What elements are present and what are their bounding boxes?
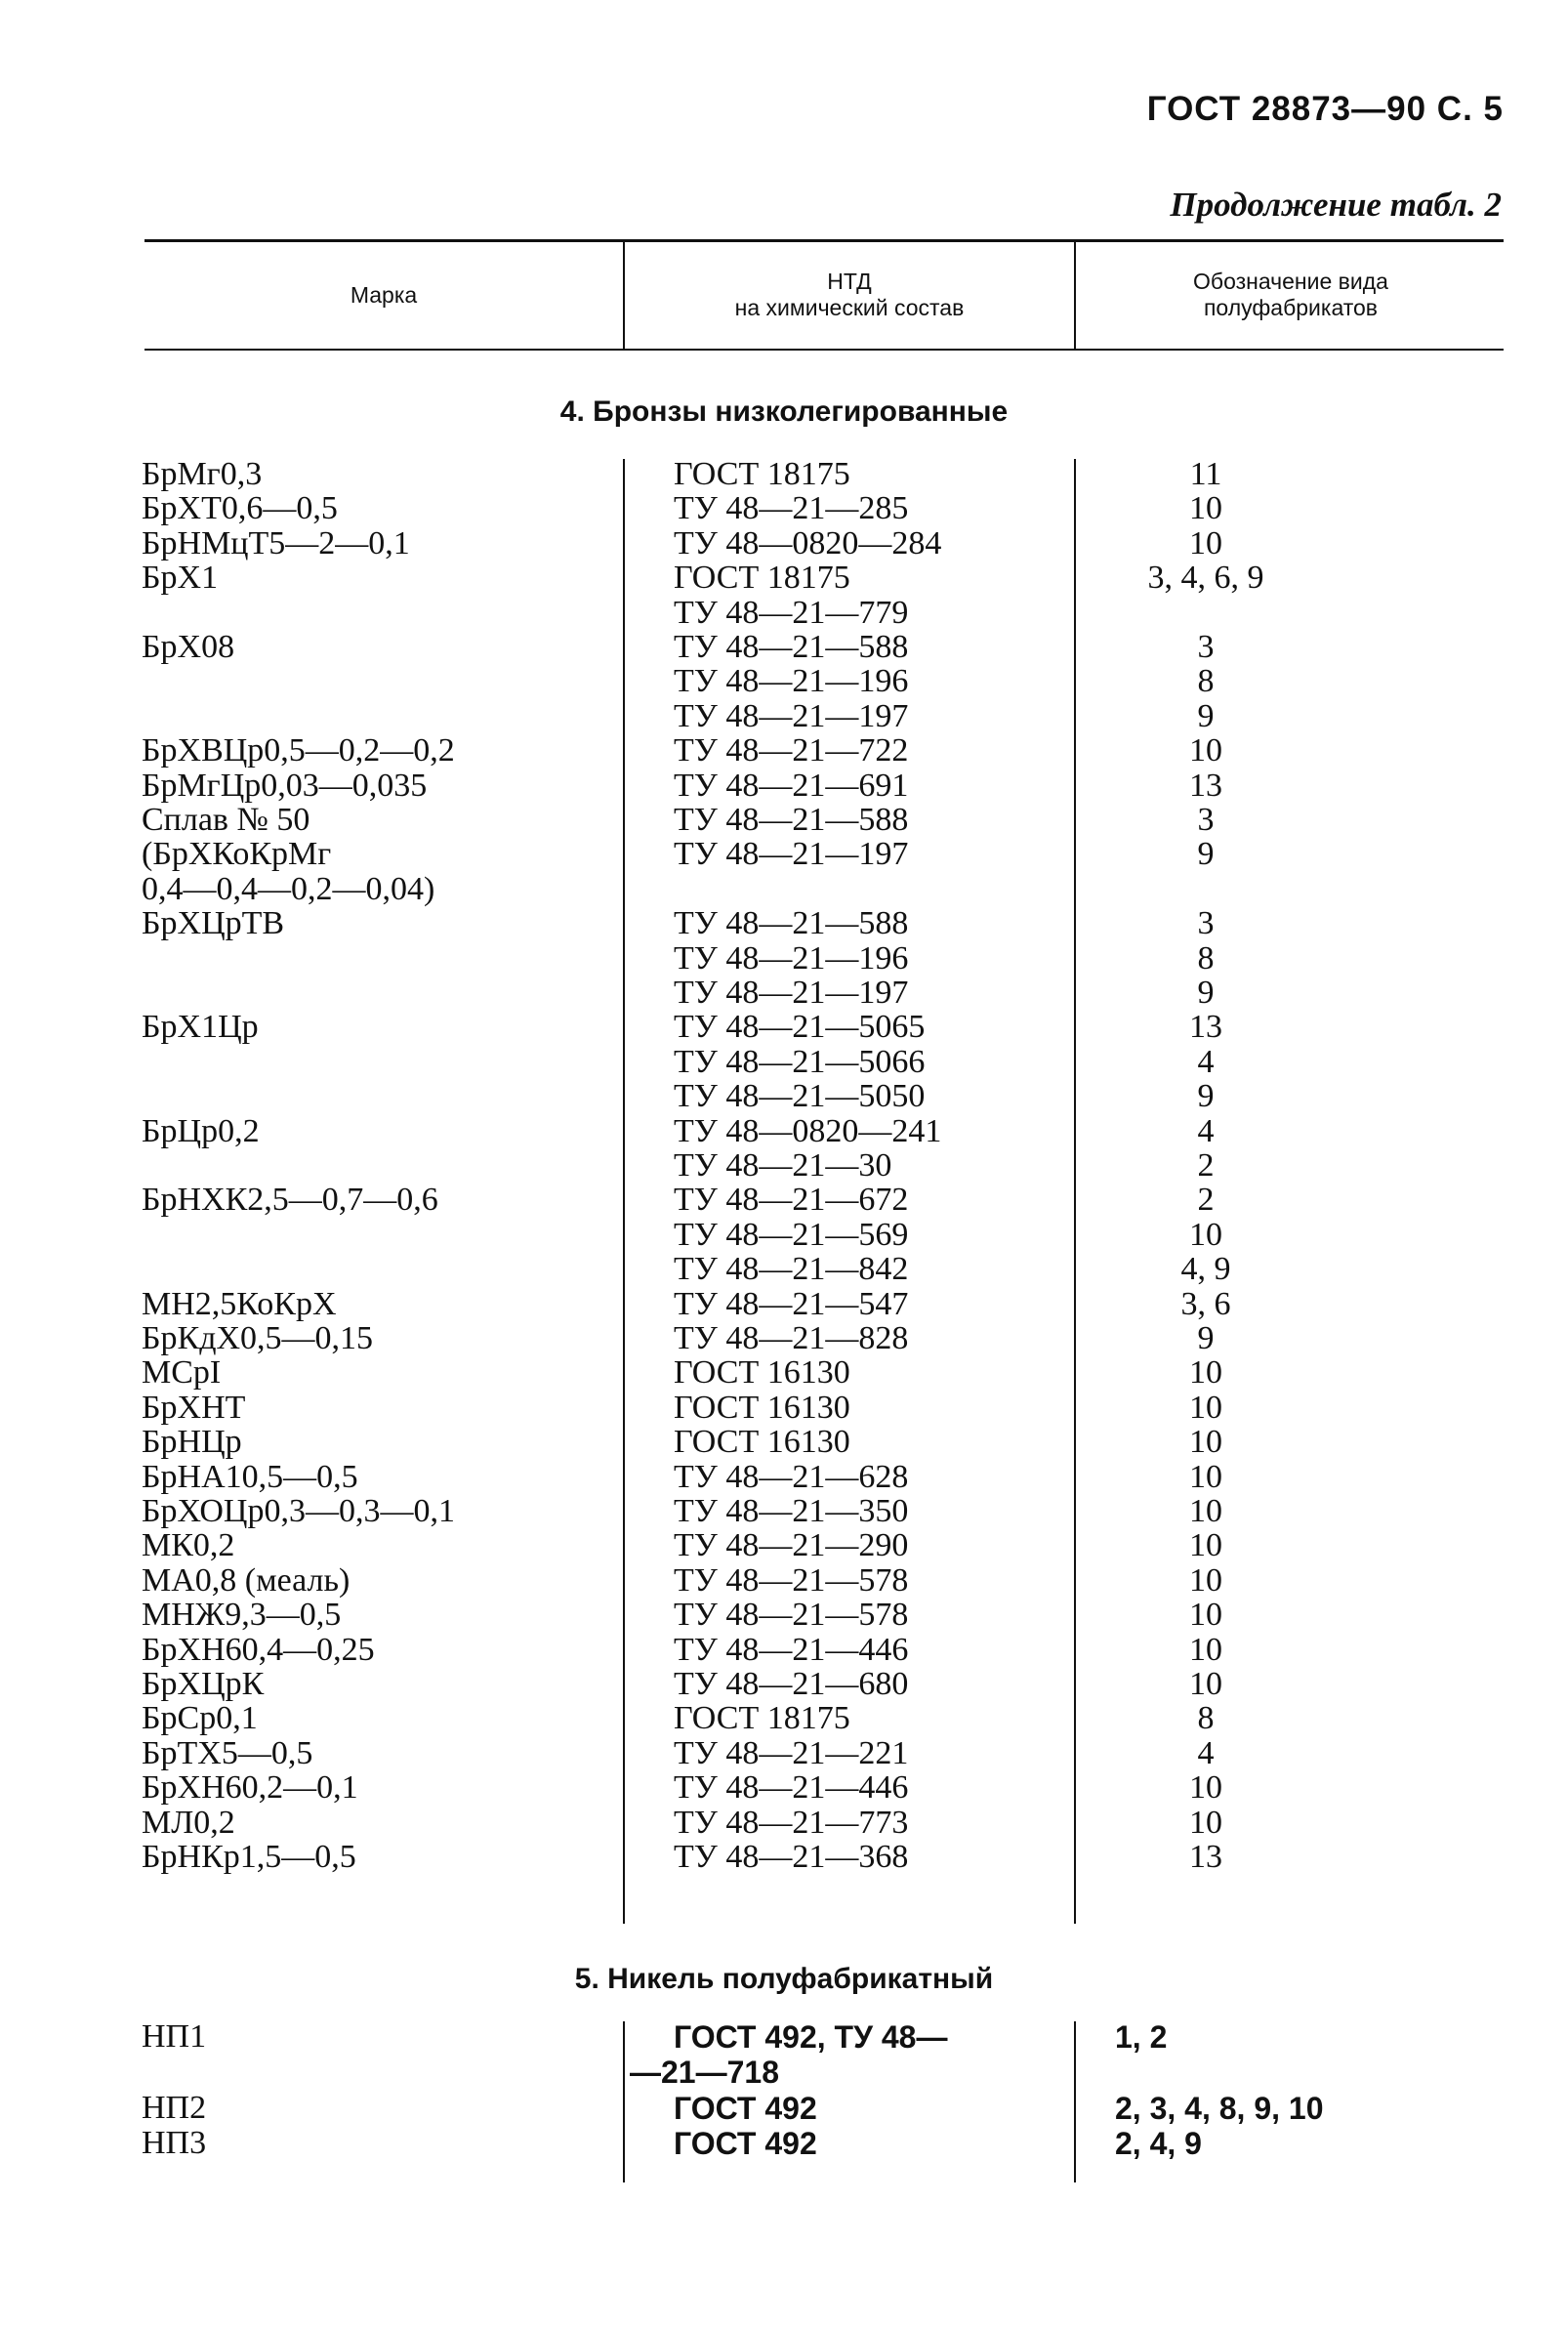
table-top-rule: [144, 239, 1504, 242]
cell-ntd: ГОСТ 18175: [674, 456, 850, 492]
column-header-mark: [144, 246, 623, 344]
cell-mark: БрХ08: [142, 629, 235, 665]
cell-ntd: ТУ 48—21—828: [674, 1320, 909, 1356]
cell-ntd: ГОСТ 18175: [674, 1700, 850, 1736]
cell-mark: МК0,2: [142, 1527, 235, 1563]
cell-ntd: ТУ 48—21—842: [674, 1251, 909, 1287]
cell-mark: БрХН60,4—0,25: [142, 1632, 375, 1668]
cell-ntd: ТУ 48—21—588: [674, 802, 909, 838]
cell-mark: БрХВЦр0,5—0,2—0,2: [142, 732, 455, 769]
cell-ntd: ГОСТ 492: [674, 2126, 817, 2161]
cell-mark: БрМг0,3: [142, 456, 263, 492]
cell-kind: 4: [1197, 1113, 1215, 1149]
cell-kind: 3: [1197, 629, 1215, 665]
cell-mark: БрХ1: [142, 560, 219, 596]
cell-mark: БрНА10,5—0,5: [142, 1459, 358, 1495]
cell-mark: НП3: [142, 2125, 207, 2161]
cell-mark: МН2,5КоКрХ: [142, 1286, 337, 1322]
cell-ntd: ТУ 48—21—680: [674, 1666, 909, 1702]
header-bottom-rule: [144, 349, 1504, 351]
cell-mark: НП2: [142, 2090, 207, 2126]
cell-ntd: ГОСТ 16130: [674, 1424, 850, 1460]
cell-mark: МЛ0,2: [142, 1805, 235, 1841]
cell-ntd: ТУ 48—21—196: [674, 940, 909, 977]
cell-ntd: ТУ 48—21—779: [674, 595, 909, 631]
cell-mark: БрХ1Цр: [142, 1009, 259, 1045]
cell-ntd: ГОСТ 16130: [674, 1354, 850, 1391]
cell-ntd: ТУ 48—21—547: [674, 1286, 909, 1322]
cell-kind: 8: [1197, 940, 1215, 977]
cell-kind: 13: [1189, 1839, 1222, 1875]
column-header-kind-line2: полуфабрикатов: [1203, 295, 1379, 320]
cell-ntd: ТУ 48—21—773: [674, 1805, 909, 1841]
cell-kind: 10: [1189, 1493, 1222, 1529]
cell-kind: 10: [1189, 1390, 1222, 1426]
cell-kind: 8: [1197, 1700, 1215, 1736]
column-divider: [1074, 459, 1076, 1924]
cell-mark: БрСр0,1: [142, 1700, 258, 1736]
column-divider: [1074, 2021, 1076, 2182]
section-title-nickel: 5. Никель полуфабрикатный: [574, 1963, 994, 1995]
cell-kind: 3, 4, 6, 9: [1147, 560, 1264, 596]
cell-kind: 13: [1189, 768, 1222, 804]
cell-ntd: ТУ 48—21—446: [674, 1769, 909, 1806]
cell-mark: БрХТ0,6—0,5: [142, 490, 338, 526]
cell-mark: БрТХ5—0,5: [142, 1735, 313, 1771]
cell-ntd: ТУ 48—21—221: [674, 1735, 909, 1771]
cell-mark: БрЦр0,2: [142, 1113, 260, 1149]
cell-kind: 9: [1197, 975, 1215, 1011]
cell-kind: 10: [1189, 1424, 1222, 1460]
cell-ntd: ТУ 48—21—285: [674, 490, 909, 526]
column-header-kind-line1: Обозначение вида: [1193, 269, 1388, 294]
cell-ntd: ТУ 48—21—722: [674, 732, 909, 769]
cell-mark: 0,4—0,4—0,2—0,04): [142, 871, 435, 907]
cell-kind: 3: [1197, 802, 1215, 838]
cell-kind: 9: [1197, 1320, 1215, 1356]
cell-ntd: ГОСТ 492: [674, 2091, 817, 2126]
table-continuation-label: Продолжение табл. 2: [1170, 186, 1502, 224]
cell-mark: БрНМцТ5—2—0,1: [142, 525, 410, 561]
column-header-ntd: [625, 246, 1074, 344]
column-divider: [1074, 242, 1076, 349]
cell-ntd-continuation: —21—718: [630, 2055, 779, 2090]
cell-kind: 10: [1189, 1597, 1222, 1633]
cell-ntd: ТУ 48—21—350: [674, 1493, 909, 1529]
cell-ntd: ТУ 48—21—691: [674, 768, 909, 804]
cell-mark: МСрI: [142, 1354, 222, 1391]
cell-kind: 10: [1189, 1632, 1222, 1668]
cell-mark: (БрХКоКрМг: [142, 836, 332, 872]
cell-ntd: ТУ 48—0820—284: [674, 525, 942, 561]
cell-mark: БрНЦр: [142, 1424, 242, 1460]
cell-mark: БрНХК2,5—0,7—0,6: [142, 1182, 438, 1218]
cell-mark: БрХЦрК: [142, 1666, 265, 1702]
cell-ntd: ТУ 48—21—30: [674, 1147, 892, 1184]
cell-kind: 10: [1189, 1217, 1222, 1253]
cell-kind: 10: [1189, 1769, 1222, 1806]
column-header-mark-text: Марка: [350, 281, 418, 308]
cell-mark: Сплав № 50: [142, 802, 310, 838]
cell-kind: 10: [1189, 1527, 1222, 1563]
cell-kind: 3, 6: [1180, 1286, 1231, 1322]
cell-kind: 4: [1197, 1044, 1215, 1080]
cell-ntd: ТУ 48—21—290: [674, 1527, 909, 1563]
column-divider: [623, 459, 625, 1924]
column-header-kind: [1076, 246, 1506, 344]
cell-ntd: ГОСТ 492, ТУ 48—: [674, 2019, 948, 2055]
cell-mark: БрХЦрТВ: [142, 905, 285, 941]
cell-kind: 10: [1189, 1666, 1222, 1702]
cell-ntd: ГОСТ 16130: [674, 1390, 850, 1426]
section-title-bronzes: 4. Бронзы низколегированные: [559, 395, 1009, 428]
column-divider: [623, 2021, 625, 2182]
cell-ntd: ТУ 48—21—672: [674, 1182, 909, 1218]
cell-ntd: ТУ 48—21—588: [674, 905, 909, 941]
cell-mark: БрНКр1,5—0,5: [142, 1839, 356, 1875]
cell-kind: 2, 4, 9: [1115, 2126, 1202, 2161]
cell-mark: БрХН60,2—0,1: [142, 1769, 358, 1806]
cell-ntd: ТУ 48—21—5050: [674, 1078, 926, 1114]
cell-kind: 4: [1197, 1735, 1215, 1771]
cell-kind: 10: [1189, 1562, 1222, 1599]
cell-mark: НП1: [142, 2018, 207, 2055]
cell-ntd: ТУ 48—21—446: [674, 1632, 909, 1668]
cell-kind: 13: [1189, 1009, 1222, 1045]
cell-kind: 4, 9: [1180, 1251, 1231, 1287]
cell-kind: 10: [1189, 1805, 1222, 1841]
cell-ntd: ТУ 48—21—197: [674, 836, 909, 872]
cell-mark: БрМгЦр0,03—0,035: [142, 768, 428, 804]
cell-ntd: ТУ 48—21—5066: [674, 1044, 926, 1080]
cell-ntd: ТУ 48—21—569: [674, 1217, 909, 1253]
cell-ntd: ТУ 48—0820—241: [674, 1113, 942, 1149]
cell-mark: МА0,8 (меаль): [142, 1562, 351, 1599]
cell-kind: 2: [1197, 1147, 1215, 1184]
cell-kind: 10: [1189, 732, 1222, 769]
cell-ntd: ТУ 48—21—197: [674, 698, 909, 734]
cell-kind: 1, 2: [1115, 2019, 1168, 2055]
cell-ntd: ТУ 48—21—5065: [674, 1009, 926, 1045]
cell-mark: БрХНТ: [142, 1390, 246, 1426]
cell-kind: 10: [1189, 490, 1222, 526]
column-header-ntd-line1: НТД: [827, 269, 872, 294]
cell-ntd: ТУ 48—21—578: [674, 1562, 909, 1599]
cell-ntd: ТУ 48—21—628: [674, 1459, 909, 1495]
cell-ntd: ТУ 48—21—368: [674, 1839, 909, 1875]
cell-ntd: ТУ 48—21—196: [674, 663, 909, 699]
cell-mark: БрКдХ0,5—0,15: [142, 1320, 374, 1356]
cell-kind: 2, 3, 4, 8, 9, 10: [1115, 2091, 1324, 2126]
cell-kind: 11: [1189, 456, 1222, 492]
cell-ntd: ТУ 48—21—588: [674, 629, 909, 665]
cell-kind: 2: [1197, 1182, 1215, 1218]
cell-kind: 9: [1197, 1078, 1215, 1114]
cell-mark: МНЖ9,3—0,5: [142, 1597, 342, 1633]
cell-ntd: ТУ 48—21—197: [674, 975, 909, 1011]
cell-kind: 9: [1197, 698, 1215, 734]
cell-mark: БрХОЦр0,3—0,3—0,1: [142, 1493, 455, 1529]
cell-kind: 8: [1197, 663, 1215, 699]
cell-kind: 9: [1197, 836, 1215, 872]
cell-ntd: ТУ 48—21—578: [674, 1597, 909, 1633]
column-divider: [623, 242, 625, 349]
cell-kind: 3: [1197, 905, 1215, 941]
column-header-ntd-line2: на химический состав: [734, 295, 965, 320]
cell-kind: 10: [1189, 525, 1222, 561]
page-header: ГОСТ 28873—90 С. 5: [1146, 90, 1504, 128]
cell-ntd: ГОСТ 18175: [674, 560, 850, 596]
cell-kind: 10: [1189, 1354, 1222, 1391]
cell-kind: 10: [1189, 1459, 1222, 1495]
